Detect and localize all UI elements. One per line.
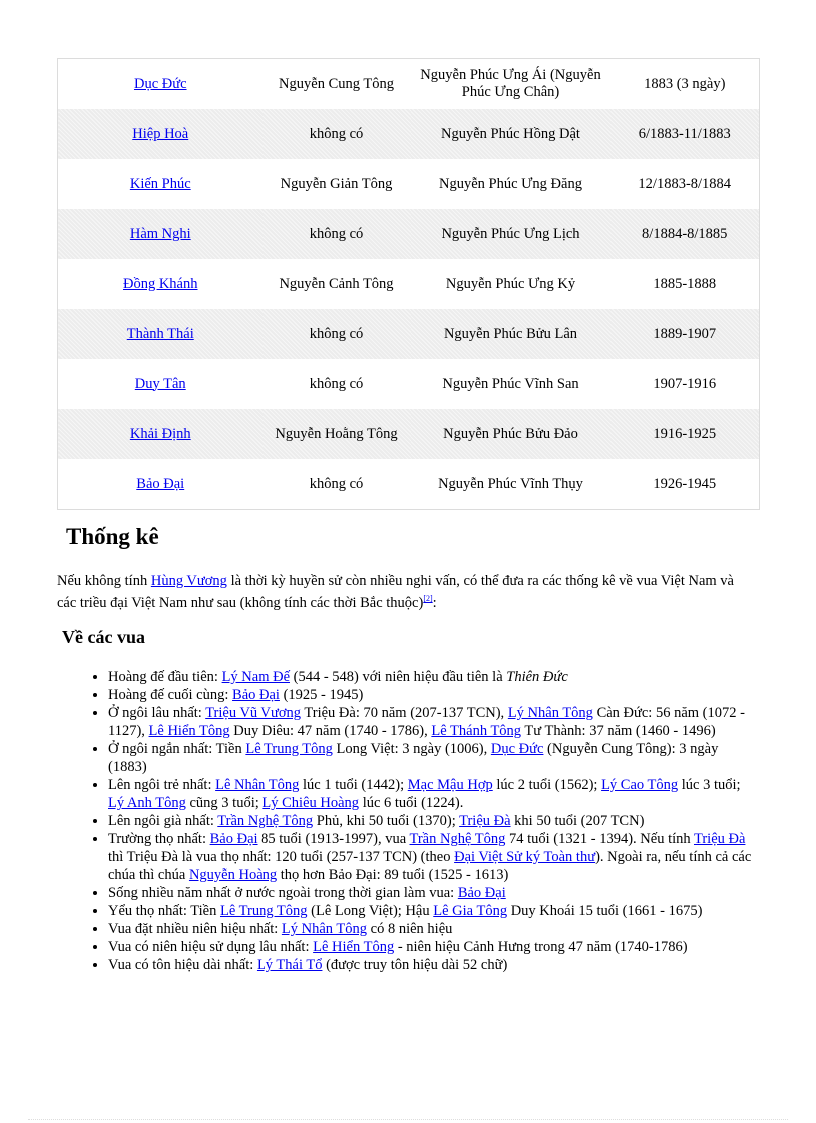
facts-list — [68, 668, 758, 974]
king-link[interactable]: Bảo Đại — [232, 687, 280, 703]
temple-name-cell: Nguyễn Giản Tông — [280, 175, 393, 192]
king-name-cell — [58, 209, 263, 259]
fact-text: lúc 2 tuổi (1562); — [492, 777, 602, 793]
list-item — [108, 920, 758, 938]
fact-text: Duy Diêu: 47 năm (1740 - 1786), — [229, 723, 432, 739]
era-name: Thiên Đức — [506, 669, 568, 685]
fact-text: khi 50 tuổi (207 TCN) — [510, 813, 645, 829]
king-link[interactable]: Lê Nhân Tông — [215, 777, 300, 793]
king-name-cell — [58, 359, 263, 409]
list-item — [108, 668, 758, 686]
personal-name-cell: Nguyễn Phúc Ưng Lịch — [411, 209, 611, 259]
king-link[interactable]: Mạc Mậu Hợp — [407, 777, 493, 793]
king-link[interactable]: Lý Nhân Tông — [281, 921, 368, 937]
intro-text: : — [432, 594, 437, 611]
king-name-cell — [58, 309, 263, 359]
list-item — [108, 956, 758, 974]
hung-vuong-link[interactable]: Hùng Vương — [150, 573, 227, 589]
temple-name-cell: Nguyễn Hoằng Tông — [263, 409, 411, 459]
table-row — [58, 309, 760, 359]
king-link[interactable]: Triệu Đà — [459, 813, 511, 829]
table-row — [58, 409, 760, 459]
king-link[interactable]: Bảo Đại — [457, 885, 506, 901]
king-link[interactable]: Lê Thánh Tông — [431, 723, 522, 739]
intro-text: là thời kỳ huyền sử còn nhiều nghi vấn, có thể đưa ra các thống kê về vua Việt Nam và các triều đại Việt Nam như sau (không tính các thời Bắc thuộc) — [57, 573, 734, 611]
reign-cell: 8/1884-8/1885 — [611, 209, 760, 259]
book-link[interactable]: Đại Việt Sử ký Toàn thư — [454, 849, 596, 865]
fact-text: (Lê Long Việt); Hậu — [307, 903, 434, 919]
reign-cell: 6/1883-11/1883 — [611, 109, 760, 159]
king-link[interactable]: Lý Nhân Tông — [507, 705, 593, 721]
king-name-cell — [58, 459, 263, 510]
king-link[interactable]: Triệu Đà — [694, 831, 746, 847]
fact-text: (Nguyễn Cung Tông): 3 ngày (1883) — [108, 741, 719, 775]
fact-text: Lên ngôi già nhất: — [108, 813, 218, 829]
king-link[interactable]: Lý Nam Đế — [221, 669, 291, 685]
king-link[interactable]: Lý Cao Tông — [601, 777, 679, 793]
fact-text: (544 - 548) với niên hiệu đầu tiên là — [290, 669, 507, 685]
king-name-link[interactable]: Bảo Đại — [136, 475, 185, 492]
personal-name-cell: Nguyễn Phúc Hồng Dật — [411, 109, 611, 159]
fact-text: Phủ, khi 50 tuổi (1370); — [313, 813, 460, 829]
table-row — [58, 159, 760, 209]
king-name-link[interactable]: Hàm Nghi — [129, 225, 191, 242]
fact-text: Ở ngôi ngắn nhất: Tiền — [108, 741, 246, 757]
fact-text: lúc 3 tuổi; — [678, 777, 741, 793]
lord-link[interactable]: Nguyễn Hoàng — [188, 867, 278, 883]
list-item — [108, 830, 758, 884]
king-name-link[interactable]: Khải Định — [129, 425, 191, 442]
table-row — [58, 59, 760, 110]
personal-name-cell: Nguyễn Phúc Bửu Lân — [411, 309, 611, 359]
fact-text: Vua đặt nhiều niên hiệu nhất: — [108, 921, 282, 937]
table-row — [58, 459, 760, 510]
reign-cell: 1926-1945 — [653, 475, 717, 492]
king-link[interactable]: Lê Hiển Tông — [148, 723, 230, 739]
fact-text: thì Triệu Đà là vua thọ nhất: 120 tuổi (257-137 TCN) (theo — [108, 849, 455, 865]
king-name-link[interactable]: Kiến Phúc — [129, 175, 191, 192]
reign-cell: 12/1883-8/1884 — [638, 175, 732, 192]
king-name-cell — [58, 159, 263, 209]
king-name-link[interactable]: Thành Thái — [126, 325, 194, 342]
fact-text: Duy Khoái 15 tuổi (1661 - 1675) — [507, 903, 703, 919]
list-item — [108, 686, 758, 704]
king-name-link[interactable]: Duy Tân — [134, 375, 186, 392]
list-item — [108, 812, 758, 830]
fact-text: Sống nhiều năm nhất ở nước ngoài trong thời gian làm vua: — [108, 885, 458, 901]
king-link[interactable]: Lý Anh Tông — [108, 795, 186, 811]
temple-name-cell: Nguyễn Cảnh Tông — [279, 275, 394, 292]
fact-text: Vua có tôn hiệu dài nhất: — [108, 957, 257, 973]
fact-text: có 8 niên hiệu — [367, 921, 453, 937]
personal-name-cell: Nguyễn Phúc Vĩnh San — [442, 375, 579, 392]
fact-text: Càn Đức: 56 năm (1072 - 1127), — [108, 705, 745, 739]
intro-text: Nếu không tính — [57, 573, 151, 589]
list-item — [108, 776, 758, 812]
temple-name-cell: không có — [309, 375, 364, 392]
king-link[interactable]: Triệu Vũ Vương — [205, 705, 302, 721]
fact-text: Lên ngôi trẻ nhất: — [108, 777, 216, 793]
fact-text: Trường thọ nhất: — [108, 831, 210, 847]
kings-table-body — [58, 59, 760, 510]
reign-cell: 1907-1916 — [653, 375, 717, 392]
fact-text: Hoàng đế cuối cùng: — [108, 687, 233, 703]
reign-cell: 1916-1925 — [611, 409, 760, 459]
fact-text: Yểu thọ nhất: Tiền — [108, 903, 220, 919]
list-item — [108, 704, 758, 740]
kings-table — [57, 58, 760, 510]
fact-text: Ở ngôi lâu nhất: — [108, 705, 206, 721]
king-link[interactable]: Lý Chiêu Hoàng — [262, 795, 360, 811]
personal-name-cell: Nguyễn Phúc Ưng Ái (Nguyễn Phúc Ưng Chân) — [420, 67, 601, 100]
fact-text: Triệu Đà: 70 năm (207-137 TCN), — [301, 705, 508, 721]
fact-text: thọ hơn Bảo Đại: 89 tuổi (1525 - 1613) — [277, 867, 509, 883]
section-heading: Thống kê — [66, 524, 159, 549]
king-link[interactable]: Lê Hiển Tông — [313, 939, 395, 955]
king-link[interactable]: Bảo Đại — [209, 831, 258, 847]
king-link[interactable]: Lê Trung Tông — [219, 903, 308, 919]
table-row — [58, 109, 760, 159]
fact-text: Tư Thành: 37 năm (1460 - 1496) — [521, 723, 716, 739]
subsection-heading: Về các vua — [62, 627, 145, 647]
intro-paragraph — [57, 572, 747, 612]
personal-name-cell: Nguyễn Phúc Vĩnh Thụy — [438, 475, 583, 492]
king-link[interactable]: Trần Nghệ Tông — [409, 831, 506, 847]
temple-name-cell: không có — [263, 209, 411, 259]
reference-link[interactable]: [2] — [423, 594, 433, 603]
king-link[interactable]: Lê Trung Tông — [245, 741, 333, 757]
king-link[interactable]: Lý Thái Tổ — [256, 957, 323, 973]
fact-text: lúc 1 tuổi (1442); — [299, 777, 408, 793]
page-divider — [28, 1119, 788, 1120]
temple-name-cell: không có — [263, 109, 411, 159]
fact-text: - niên hiệu Cảnh Hưng trong 47 năm (1740-1786) — [394, 939, 688, 955]
king-name-link[interactable]: Dục Đức — [133, 75, 187, 92]
list-item — [108, 902, 758, 920]
fact-text: (được truy tôn hiệu dài 52 chữ) — [322, 957, 508, 973]
personal-name-cell: Nguyễn Phúc Ưng Kỷ — [445, 275, 576, 292]
king-name-link[interactable]: Đồng Khánh — [122, 275, 198, 292]
temple-name-cell: Nguyễn Cung Tông — [279, 75, 394, 92]
king-name-cell — [58, 409, 263, 459]
fact-text: ). Ngoài ra, nếu tính cả các chúa thì chúa — [108, 849, 752, 883]
reign-cell: 1889-1907 — [611, 309, 760, 359]
table-row — [58, 209, 760, 259]
temple-name-cell: không có — [263, 309, 411, 359]
personal-name-cell: Nguyễn Phúc Ưng Đăng — [439, 175, 582, 192]
king-name-cell — [58, 59, 263, 110]
king-name-cell — [58, 259, 263, 309]
fact-text: Long Việt: 3 ngày (1006), — [332, 741, 491, 757]
list-item — [108, 740, 758, 776]
reign-cell: 1885-1888 — [653, 275, 717, 292]
king-link[interactable]: Dục Đức — [490, 741, 544, 757]
reign-cell: 1883 (3 ngày) — [644, 75, 726, 92]
king-name-link[interactable]: Hiệp Hoà — [132, 125, 189, 142]
fact-text: cũng 3 tuổi; — [185, 795, 263, 811]
fact-text: Hoàng đế đầu tiên: — [108, 669, 222, 685]
list-item — [108, 938, 758, 956]
temple-name-cell: không có — [309, 475, 364, 492]
personal-name-cell: Nguyễn Phúc Bửu Đảo — [411, 409, 611, 459]
king-name-cell — [58, 109, 263, 159]
table-row — [58, 359, 760, 409]
fact-text: Vua có niên hiệu sử dụng lâu nhất: — [108, 939, 314, 955]
king-link[interactable]: Trần Nghệ Tông — [217, 813, 314, 829]
fact-text: lúc 6 tuổi (1224). — [359, 795, 464, 811]
list-item — [108, 884, 758, 902]
fact-text: 85 tuổi (1913-1997), vua — [257, 831, 410, 847]
fact-text: 74 tuổi (1321 - 1394). Nếu tính — [505, 831, 694, 847]
table-row — [58, 259, 760, 309]
king-link[interactable]: Lê Gia Tông — [433, 903, 508, 919]
fact-text: (1925 - 1945) — [279, 687, 364, 703]
